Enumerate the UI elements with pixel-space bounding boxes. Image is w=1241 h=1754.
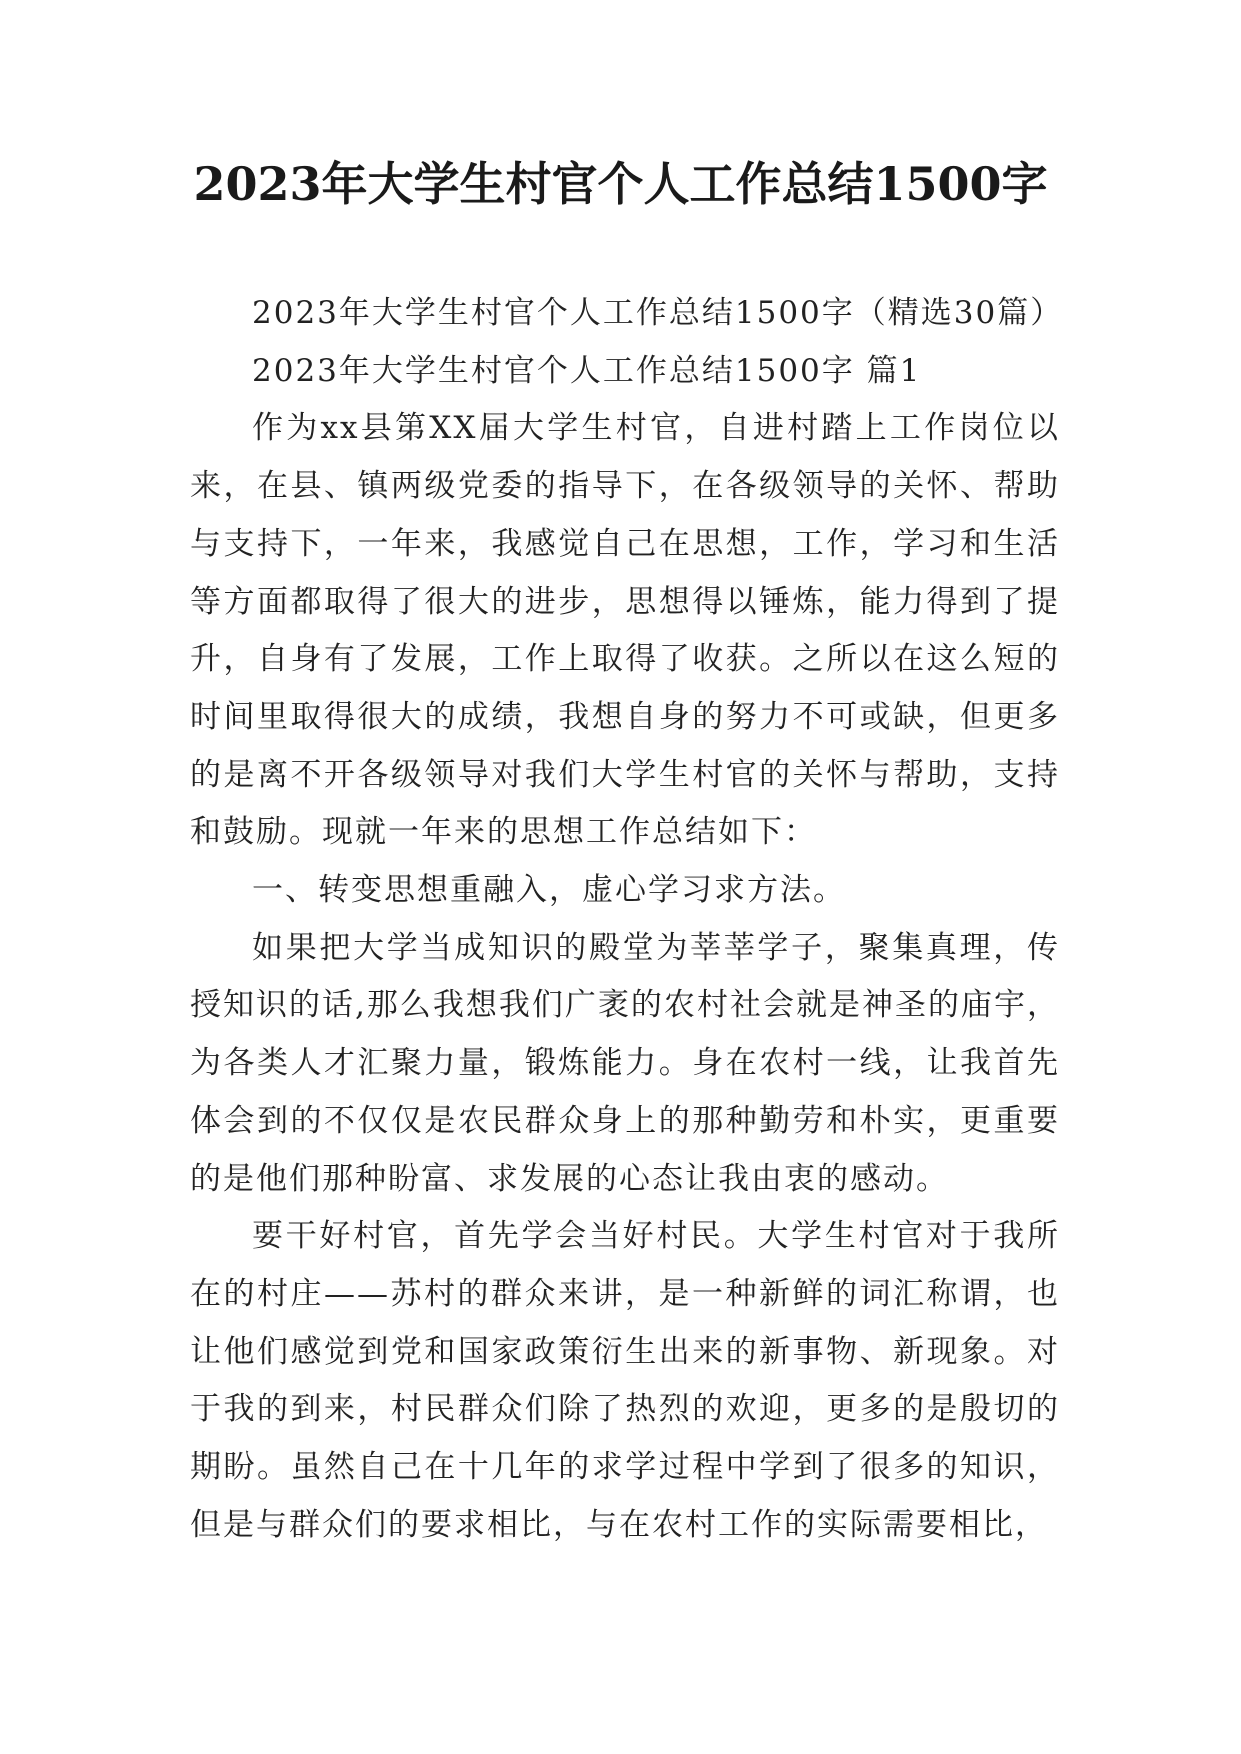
paragraph-university-analogy: 如果把大学当成知识的殿堂为莘莘学子，聚集真理，传授知识的话,那么我想我们广袤的农村社会就是神圣的庙宇，为各类人才汇聚力量，锻炼能力。身在农村一线，让我首先体会到的不仅仅是农民群众身上的那种勤劳和朴实，更重要的是他们那种盼富、求发展的心态让我由衷的感动。 xyxy=(190,929,1060,1197)
paragraph-section-heading: 2023年大学生村官个人工作总结1500字 篇1 xyxy=(252,352,922,389)
paragraph-intro: 作为xx县第XX届大学生村官，自进村踏上工作岗位以来，在县、镇两级党委的指导下，在各级领导的关怀、帮助与支持下，一年来，我感觉自己在思想，工作，学习和生活等方面都取得了很大的进步，思想得以锤炼，能力得到了提升，自身有了发展，工作上取得了收获。之所以在这么短的时间里取得很大的成绩，我想自身的努力不可或缺，但更多的是离不开各级领导对我们大学生村官的关怀与帮助，支持和鼓励。现就一年来的思想工作总结如下： xyxy=(190,410,1060,851)
document-title: 2023年大学生村官个人工作总结1500字 xyxy=(193,157,1048,211)
paragraph-heading-one: 一、转变思想重融入，虚心学习求方法。 xyxy=(252,872,846,909)
paragraph-subtitle: 2023年大学生村官个人工作总结1500字（精选30篇） xyxy=(252,295,1064,331)
document-body xyxy=(190,285,1064,1554)
paragraph-be-villager: 要干好村官，首先学会当好村民。大学生村官对于我所在的村庄——苏村的群众来讲，是一种新鲜的词汇称谓，也让他们感觉到党和国家政策衍生出来的新事物、新现象。对于我的到来，村民群众们除了热烈的欢迎，更多的是殷切的期盼。虽然自己在十几年的求学过程中学到了很多的知识，但是与群众们的要求相比，与在农村工作的实际需要相比， xyxy=(190,1218,1060,1543)
